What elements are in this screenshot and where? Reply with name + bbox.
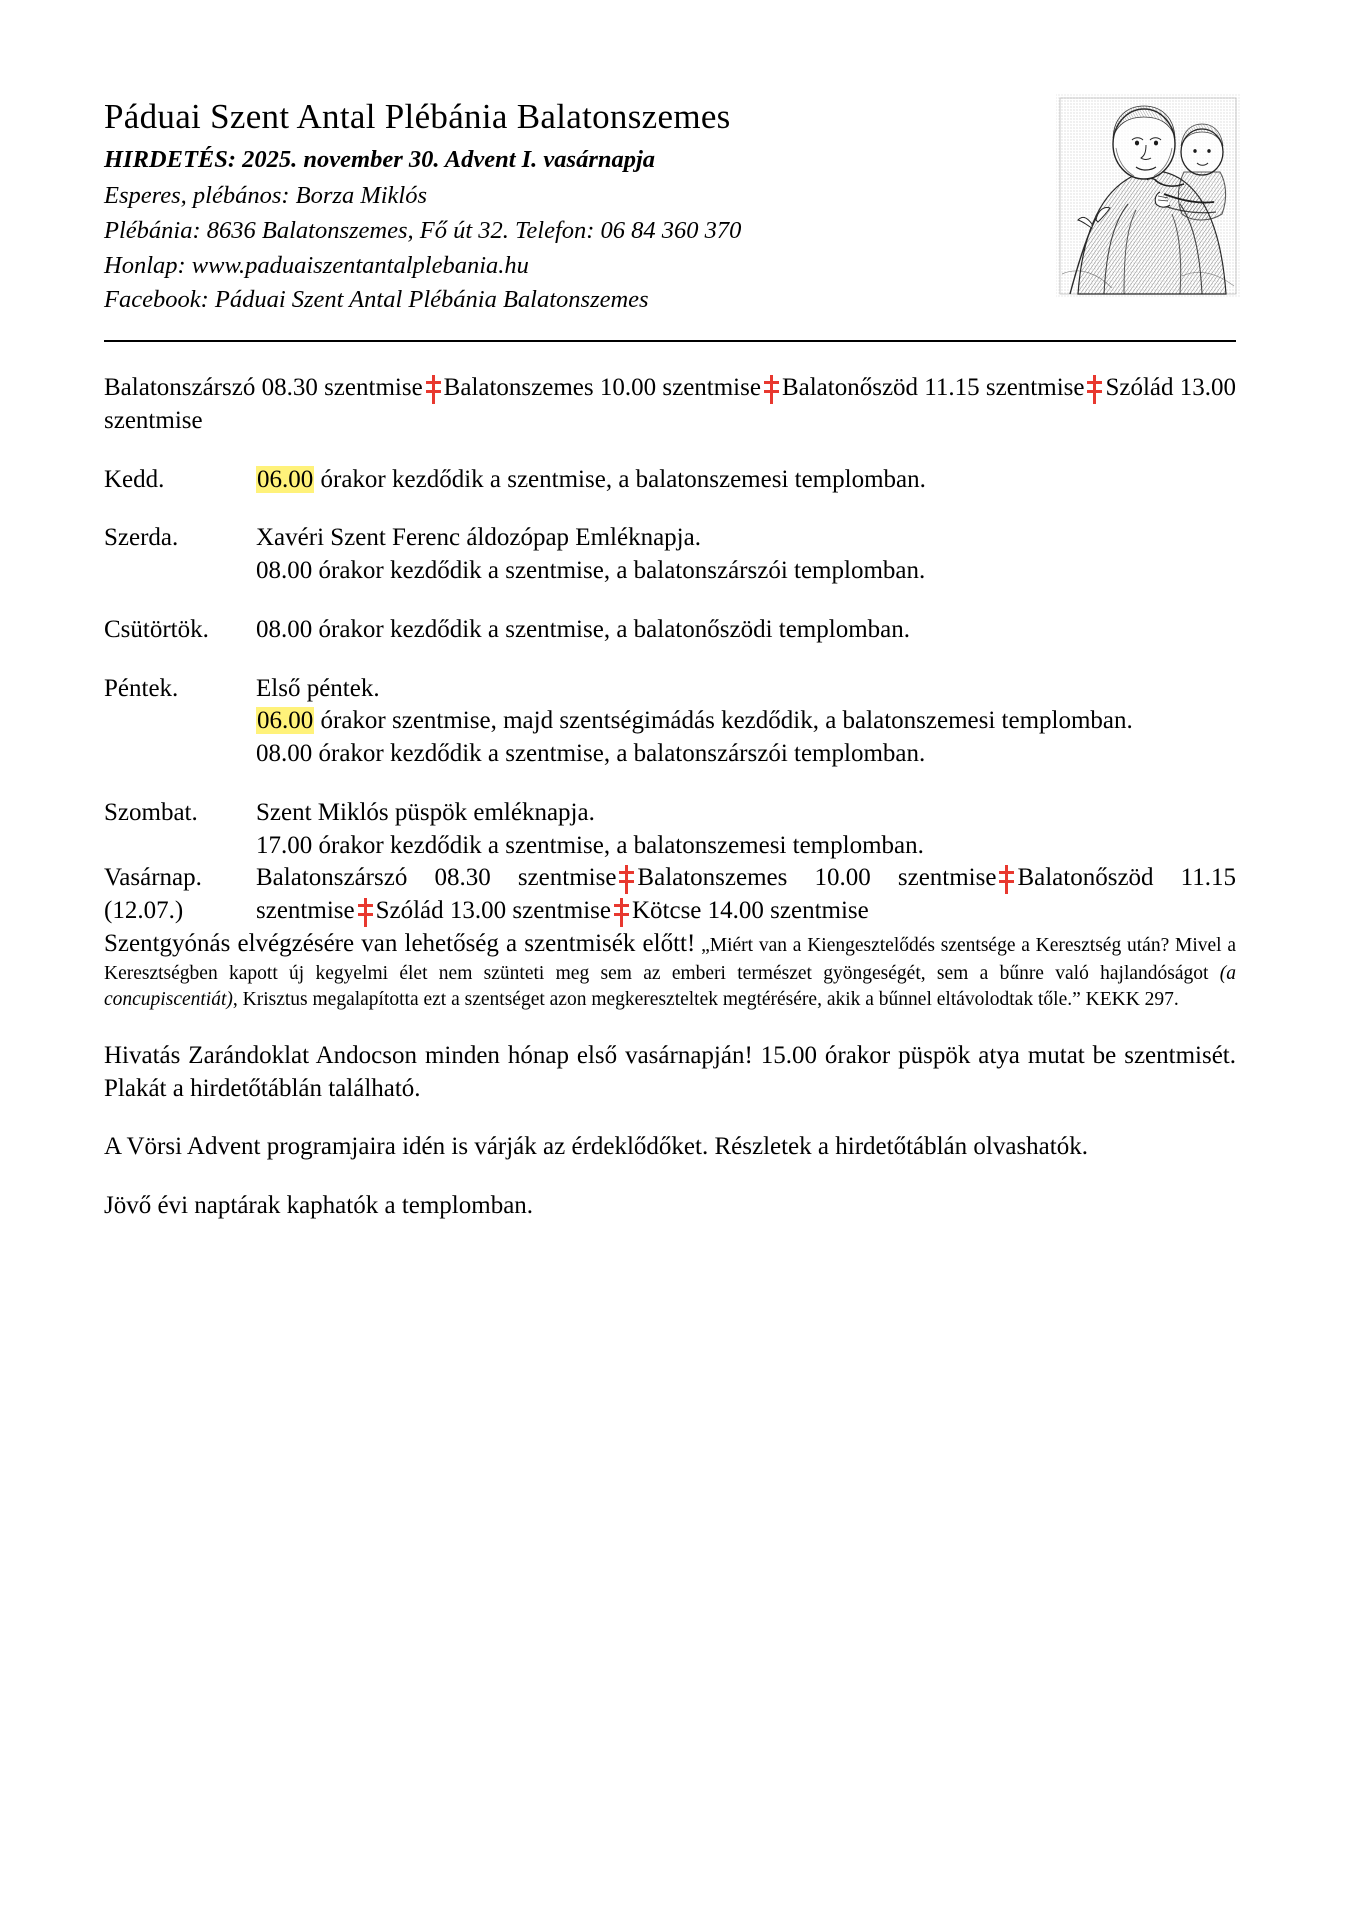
table-row <box>104 464 1236 523</box>
day-detail-text: 08.00 órakor kezdődik a szentmise, a balatonőszödi templomban. <box>256 615 910 643</box>
day-detail-line <box>256 614 1236 647</box>
day-detail-text: Első péntek. <box>256 674 380 702</box>
announcement-pilgrimage: Hivatás Zarándoklat Andocson minden hónap első vasárnapján! 15.00 órakor püspök atya mutat be szentmisét. Plakát a hirdetőtáblán található. <box>104 1041 1236 1102</box>
day-label: Szerda. <box>104 524 179 552</box>
table-row <box>104 614 1236 673</box>
day-detail-text: 17.00 órakor kezdődik a szentmise, a balatonszemesi templomban. <box>256 831 924 859</box>
bulletin-body <box>104 372 1236 1223</box>
mass-seg-4: Szólád 13.00 szentmise <box>104 374 1237 434</box>
table-row <box>104 673 1236 797</box>
day-label: Vasárnap. <box>104 864 202 892</box>
day-detail-text: 08.00 órakor kezdődik a szentmise, a balatonszárszói templomban. <box>256 740 926 768</box>
day-detail-cell <box>256 522 1236 614</box>
day-detail-text: órakor szentmise, majd szentségimádás kezdődik, a balatonszemesi templomban. <box>314 707 1133 735</box>
sunday-seg-4: Szólád 13.00 szentmise <box>375 897 611 925</box>
patriarchal-cross-icon <box>619 865 634 890</box>
day-label-cell <box>104 673 256 797</box>
patriarchal-cross-icon <box>764 375 779 400</box>
address-line: Plébánia: 8636 Balatonszemes, Fő út 32. Telefon: 06 84 360 370 <box>104 216 742 244</box>
day-detail-text: Szent Miklós püspök emléknapja. <box>256 798 595 826</box>
day-label-cell <box>104 614 256 673</box>
day-detail-text: Xavéri Szent Ferenc áldozópap Emléknapja. <box>256 524 701 552</box>
bulletin-date-line: HIRDETÉS: 2025. november 30. Advent I. vasárnapja <box>104 146 656 174</box>
day-detail-line <box>256 738 1236 771</box>
day-label: Szombat. <box>104 798 198 826</box>
day-label: Péntek. <box>104 674 179 702</box>
catechism-quote-italic: (a concupiscentiát) <box>104 962 1236 1011</box>
sunday-seg-5: Kötcse 14.00 szentmise <box>631 897 869 925</box>
patriarchal-cross-icon <box>1087 375 1102 400</box>
table-row <box>104 522 1236 614</box>
day-label-cell <box>104 464 256 523</box>
mass-seg-1: Balatonszárszó 08.30 szentmise <box>104 374 423 402</box>
day-detail-cell <box>256 464 1236 523</box>
announcement-calendars: Jövő évi naptárak kaphatók a templomban. <box>104 1192 534 1219</box>
day-label-cell <box>104 522 256 614</box>
day-detail-line <box>256 830 1236 863</box>
day-detail-text: 08.00 órakor kezdődik a szentmise, a balatonszárszói templomban. <box>256 557 926 585</box>
day-detail-line <box>256 522 1236 555</box>
patriarchal-cross-icon <box>426 375 441 400</box>
confession-lead: Szentgyónás elvégzésére van lehetőség a szentmisék előtt! <box>104 929 696 957</box>
header-text-block <box>104 96 844 318</box>
day-detail-cell <box>256 797 1236 863</box>
mass-seg-3: Balatonőszöd 11.15 szentmise <box>781 374 1085 402</box>
patriarchal-cross-icon <box>999 865 1014 890</box>
sunday-seg-2: Balatonszemes 10.00 szentmise <box>637 864 997 892</box>
mass-seg-2: Balatonszemes 10.00 szentmise <box>443 374 761 402</box>
announcement-vorsi-advent: A Vörsi Advent programjaira idén is várják az érdeklődőket. Részletek a hirdetőtáblán olvashatók. <box>104 1133 1088 1161</box>
dean-line: Esperes, plébános: Borza Miklós <box>104 182 427 210</box>
day-detail-cell <box>256 862 1236 928</box>
day-detail-cell <box>256 614 1236 673</box>
day-sub-label: (12.07.) <box>104 897 184 925</box>
page-title: Páduai Szent Antal Plébánia Balatonszemes <box>104 97 731 136</box>
day-detail-line <box>256 555 1236 588</box>
day-detail-cell <box>256 673 1236 797</box>
sunday-seg-1: Balatonszárszó 08.30 szentmise <box>256 864 617 892</box>
day-detail-line <box>256 705 1236 738</box>
confession-paragraph <box>104 928 1236 1014</box>
day-detail-line <box>256 673 1236 706</box>
day-detail-line <box>256 797 1236 830</box>
header-divider <box>104 340 1236 342</box>
today-masses-paragraph <box>104 372 1236 438</box>
website-line: Honlap: www.paduaiszentantalplebania.hu <box>104 251 529 279</box>
weekly-schedule-table <box>104 464 1236 928</box>
patriarchal-cross-icon <box>358 898 373 923</box>
highlighted-time: 06.00 <box>257 707 314 735</box>
sunday-seg-3: Balatonőszöd 11.15 szentmise <box>256 864 1236 925</box>
facebook-line: Facebook: Páduai Szent Antal Plébánia Balatonszemes <box>104 286 649 314</box>
day-detail-line <box>256 464 1236 497</box>
day-detail-text: órakor kezdődik a szentmise, a balatonszemesi templomban. <box>314 465 926 493</box>
highlighted-time: 06.00 <box>257 465 314 493</box>
catechism-quote-part-b: , Krisztus megalapította ezt a szentséget azon megkereszteltek megtérésére, akik a bűnnel eltávolodtak tőle.” KEKK 297. <box>232 989 1179 1011</box>
day-label: Csütörtök. <box>104 615 209 643</box>
day-label: Kedd. <box>104 465 165 493</box>
day-label-cell <box>104 862 256 928</box>
document-header <box>104 96 1236 342</box>
patriarchal-cross-icon <box>614 898 629 923</box>
catechism-quote-part-a: „Miért van a Kiengesztelődés szentsége a Keresztség után? Mivel a Keresztségben kapott új kegyelmi élet nem szünteti meg sem az emberi természet gyöngeségét, sem a bűnre való hajlandóságot <box>104 934 1237 984</box>
table-row <box>104 797 1236 863</box>
saint-anthony-engraving-icon <box>1052 88 1244 304</box>
table-row <box>104 862 1236 928</box>
day-label-cell <box>104 797 256 863</box>
